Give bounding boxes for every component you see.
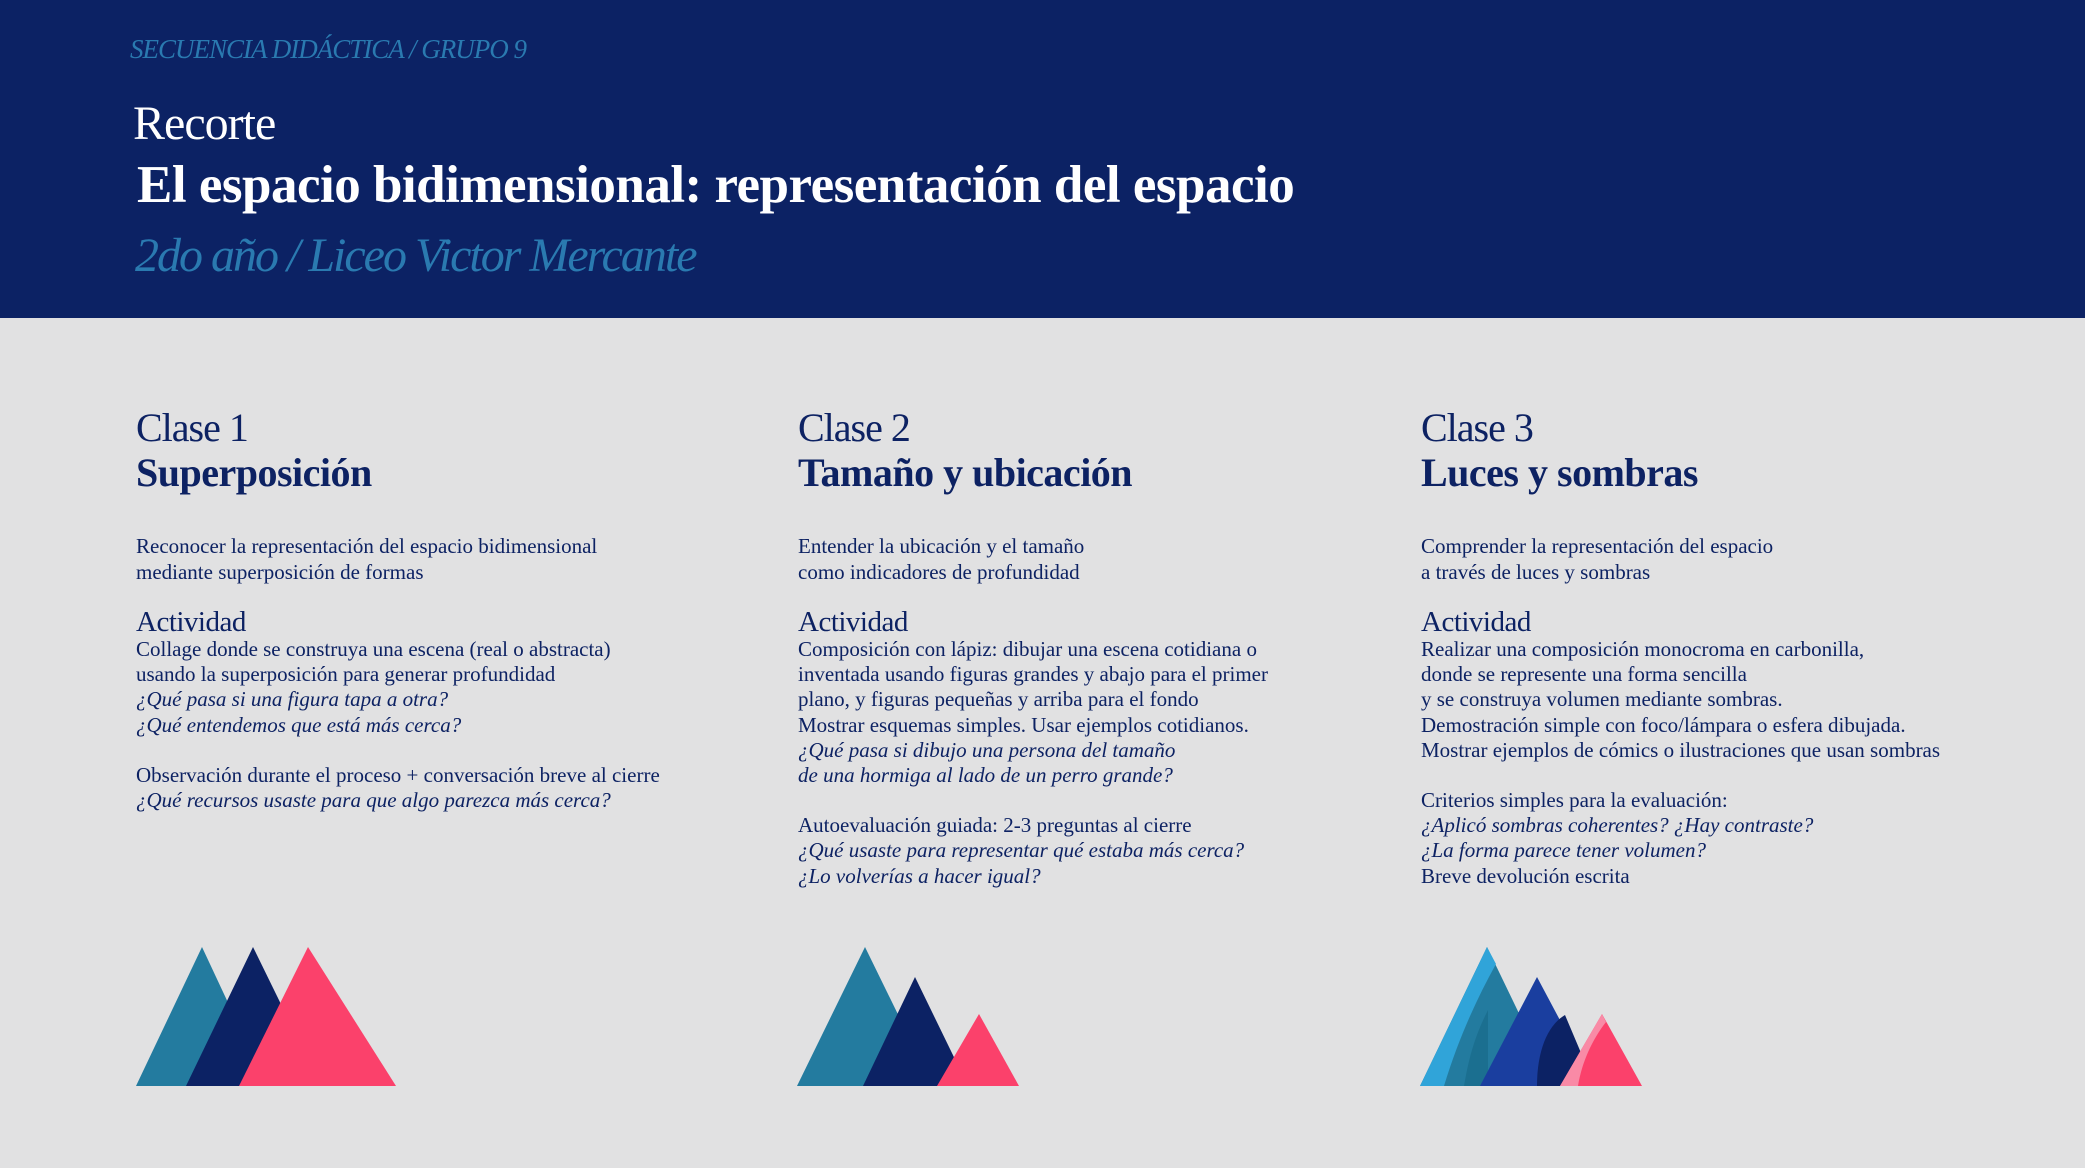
activity-line: Observación durante el proceso + conversación breve al cierre xyxy=(136,762,660,787)
activity-heading: Actividad xyxy=(1421,606,1531,638)
guiding-question: ¿Qué entendemos que está más cerca? xyxy=(136,712,462,737)
page-subtitle: 2do año / Liceo Victor Mercante xyxy=(135,229,696,282)
activity-line: Composición con lápiz: dibujar una escena cotidiana o xyxy=(798,637,1257,661)
activity-line: Realizar una composición monocroma en carbonilla, xyxy=(1421,637,1865,661)
header-banner xyxy=(0,0,2085,318)
guiding-question: de una hormiga al lado de un perro grande? xyxy=(798,763,1173,788)
class-title: Tamaño y ubicación xyxy=(798,450,1133,495)
activity-line: y se construya volumen mediante sombras. xyxy=(1421,687,1783,712)
class-column-3 xyxy=(1421,405,2021,889)
mountains-shaded-icon xyxy=(1420,940,1645,1088)
class-column-1 xyxy=(136,405,696,813)
line-spacer xyxy=(798,788,1358,813)
class-objective xyxy=(798,534,1358,585)
activity-line: Mostrar ejemplos de cómics o ilustraciones que usan sombras xyxy=(1421,737,1941,762)
activity-line: inventada usando figuras grandes y abajo para el primer xyxy=(798,662,1268,687)
activity-line: donde se represente una forma sencilla xyxy=(1421,662,1747,687)
objective-line: como indicadores de profundidad xyxy=(798,559,1080,584)
activity-line: Autoevaluación guiada: 2-3 preguntas al cierre xyxy=(798,813,1192,838)
objective-line: mediante superposición de formas xyxy=(136,559,424,584)
guiding-question: ¿La forma parece tener volumen? xyxy=(1421,838,1706,863)
activity-lines xyxy=(798,637,1358,889)
activity-line: Breve devolución escrita xyxy=(1421,863,1630,888)
objective-line: Reconocer la representación del espacio bidimensional xyxy=(136,534,598,558)
line-spacer xyxy=(136,738,696,763)
class-number: Clase 1 xyxy=(136,405,248,450)
guiding-question: ¿Qué recursos usaste para que algo parezca más cerca? xyxy=(136,788,611,813)
objective-line: Entender la ubicación y el tamaño xyxy=(798,534,1085,558)
class-column-2 xyxy=(798,405,1358,889)
class-objective xyxy=(1421,534,2021,585)
activity-lines xyxy=(136,637,696,813)
class-title: Luces y sombras xyxy=(1421,450,1698,495)
activity-heading: Actividad xyxy=(798,606,908,638)
activity-line: Collage donde se construya una escena (real o abstracta) xyxy=(136,637,611,661)
class-number: Clase 2 xyxy=(798,405,910,450)
activity-line: plano, y figuras pequeñas y arriba para el fondo xyxy=(798,687,1199,712)
section-label: Recorte xyxy=(133,97,276,150)
activity-line: Demostración simple con foco/lámpara o esfera dibujada. xyxy=(1421,712,1906,737)
activity-line: Mostrar esquemas simples. Usar ejemplos cotidianos. xyxy=(798,712,1249,737)
guiding-question: ¿Qué pasa si dibujo una persona del tamaño xyxy=(798,737,1176,762)
class-objective xyxy=(136,534,696,585)
class-title: Superposición xyxy=(136,450,372,495)
line-spacer xyxy=(1421,763,2021,788)
activity-line: usando la superposición para generar profundidad xyxy=(136,662,556,687)
objective-line: a través de luces y sombras xyxy=(1421,559,1651,584)
class-number: Clase 3 xyxy=(1421,405,1533,450)
guiding-question: ¿Lo volverías a hacer igual? xyxy=(798,863,1041,888)
page-title: El espacio bidimensional: representación del espacio xyxy=(137,156,1295,214)
guiding-question: ¿Qué usaste para representar qué estaba más cerca? xyxy=(798,838,1245,863)
activity-heading: Actividad xyxy=(136,606,246,638)
mountains-size-icon xyxy=(797,940,1022,1088)
activity-line: Criterios simples para la evaluación: xyxy=(1421,788,1728,813)
guiding-question: ¿Aplicó sombras coherentes? ¿Hay contraste? xyxy=(1421,813,1814,838)
objective-line: Comprender la representación del espacio xyxy=(1421,534,1774,558)
guiding-question: ¿Qué pasa si una figura tapa a otra? xyxy=(136,687,449,712)
activity-lines xyxy=(1421,637,2021,889)
sequence-kicker: SECUENCIA DIDÁCTICA / GRUPO 9 xyxy=(130,34,526,64)
mountains-overlap-icon xyxy=(136,940,398,1088)
